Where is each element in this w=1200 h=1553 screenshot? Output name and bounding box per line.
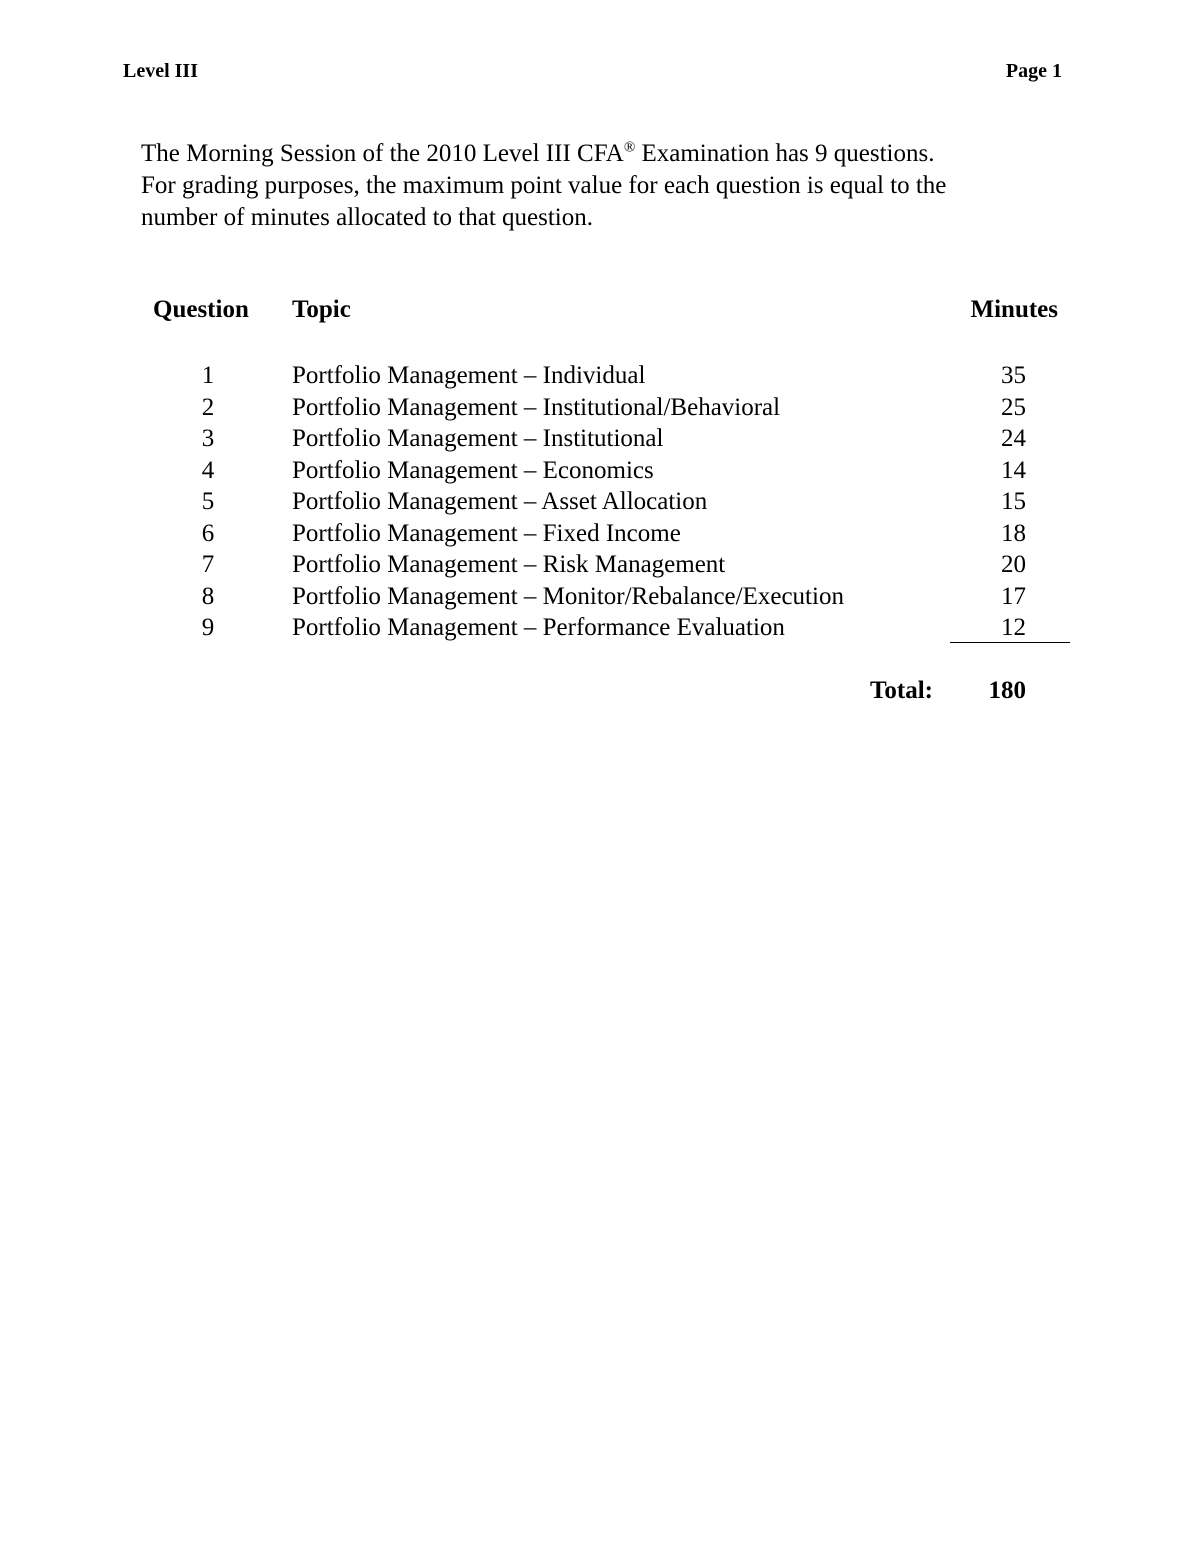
question-minutes: 35 [1001, 362, 1026, 389]
question-minutes: 15 [1001, 488, 1026, 515]
table-row [0, 360, 1200, 392]
total-label: Total: [870, 677, 933, 704]
question-topic: Portfolio Management – Monitor/Rebalance/Execution [292, 582, 844, 610]
question-minutes: 20 [1001, 551, 1026, 578]
intro-line-1-end: Examination has 9 questions. [635, 140, 935, 167]
question-minutes: 25 [1001, 393, 1026, 421]
registered-mark: ® [623, 139, 636, 156]
question-minutes: 18 [1001, 519, 1026, 547]
question-number: 7 [201, 551, 215, 578]
questions-table [0, 360, 1200, 644]
table-row [0, 581, 1200, 613]
question-topic: Portfolio Management – Institutional/Behavioral [292, 393, 781, 421]
table-row [0, 455, 1200, 487]
question-minutes: 17 [1001, 582, 1026, 610]
question-topic: Portfolio Management – Asset Allocation [292, 488, 708, 515]
column-header-question: Question [153, 296, 249, 323]
column-header-topic: Topic [292, 296, 351, 323]
table-row [0, 423, 1200, 455]
question-topic: Portfolio Management – Performance Evaluation [292, 614, 785, 641]
question-number: 3 [201, 425, 215, 452]
question-number: 2 [201, 393, 215, 421]
table-row [0, 549, 1200, 581]
table-row [0, 486, 1200, 518]
header-level: Level III [123, 60, 198, 82]
question-topic: Portfolio Management – Economics [292, 456, 654, 484]
total-value: 180 [988, 677, 1026, 704]
question-number: 6 [201, 519, 215, 547]
question-topic: Portfolio Management – Risk Management [292, 551, 726, 578]
intro-paragraph [141, 138, 1081, 234]
table-row [0, 612, 1200, 644]
intro-line-2: For grading purposes, the maximum point value for each question is equal to the [141, 172, 947, 199]
total-divider [950, 642, 1070, 643]
question-number: 1 [201, 362, 215, 389]
question-minutes: 24 [1001, 425, 1026, 452]
question-topic: Portfolio Management – Institutional [292, 425, 664, 452]
intro-line-1-start: The Morning Session of the 2010 Level III CFA [141, 140, 624, 167]
intro-line-1 [141, 138, 1081, 170]
question-number: 5 [201, 488, 215, 515]
table-row [0, 518, 1200, 550]
question-topic: Portfolio Management – Individual [292, 362, 646, 389]
question-topic: Portfolio Management – Fixed Income [292, 519, 681, 547]
question-number: 4 [201, 456, 215, 484]
column-header-minutes: Minutes [970, 296, 1058, 323]
question-number: 9 [201, 614, 215, 641]
header-page-number: Page 1 [1005, 60, 1062, 82]
question-minutes: 14 [1001, 456, 1026, 484]
table-row [0, 392, 1200, 424]
intro-line-3: number of minutes allocated to that question. [141, 204, 593, 231]
question-minutes: 12 [1001, 614, 1026, 641]
question-number: 8 [201, 582, 215, 610]
